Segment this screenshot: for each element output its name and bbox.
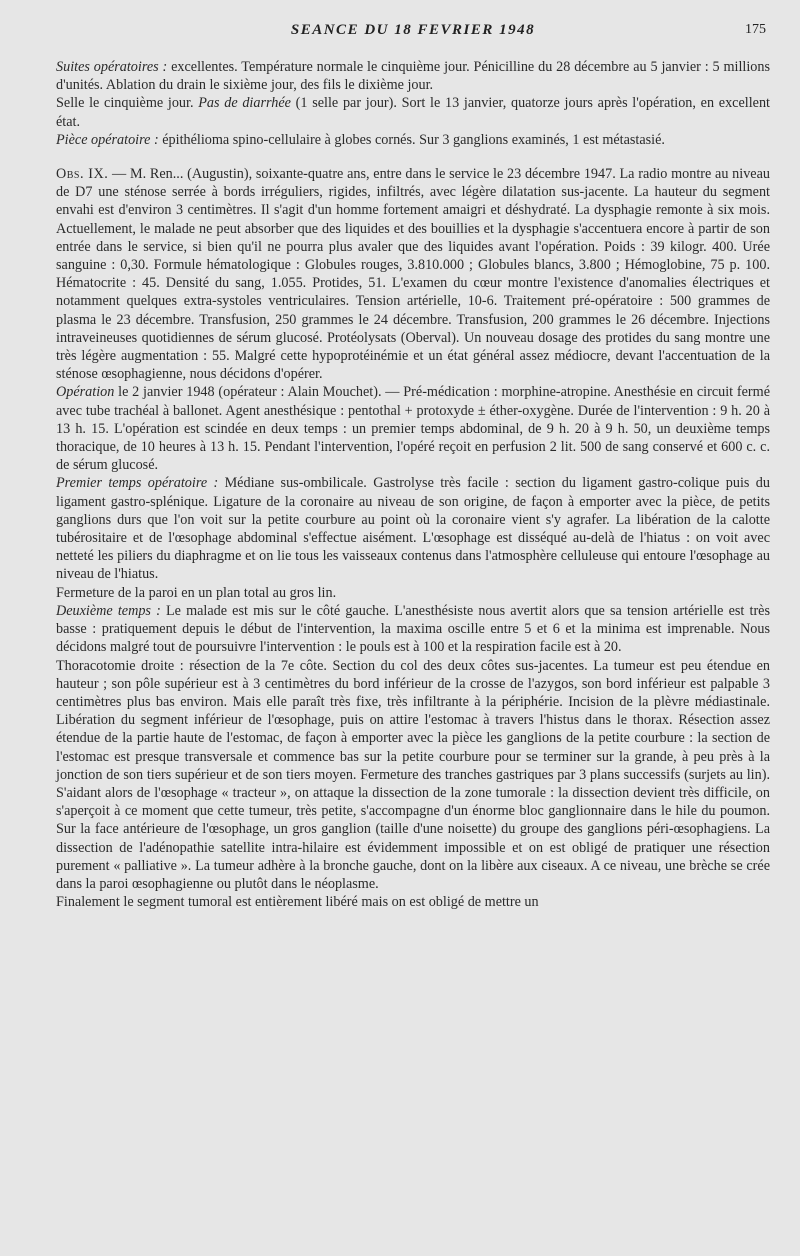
observation-label: Obs. IX. (56, 166, 109, 183)
paragraph-text: — M. Ren... (Augustin), soixante-quatre ans, entre dans le service le 23 décembre 1947. La radio montre au niveau de D7 une sténose serrée à bords irréguliers, rigides, infiltrés, avec légère dilatation sus-jacente. La hauteur du segment envahi est d'environ 3 centimètres. Il s'agit d'un homme fortement amaigri et déshydraté. La dysphagie remonte à six mois. Actuellement, le malade ne peut absorber que des liquides et des bouillies et la dysphagie s'accentuera encore à partir de son entrée dans le service, si bien qu'il ne pourra plus avaler que des liquides avant l'opération. Poids : 39 kilogr. 400. Urée sanguine : 0,30. Formule hématologique : Globules rouges, 3.810.000 ; Globules blancs, 3.800 ; Hémoglobine, 75 p. 100. Hématocrite : 45. Densité du sang, 1.055. Protides, 51. L'examen du cœur montre l'existence d'anomalies électriques et notamment quelques extra-systoles ventriculaires. Tension artérielle, 10-6. Traitement pré-opératoire : 500 grammes de plasma le 23 décembre. Transfusion, 250 grammes le 24 décembre. Transfusion, 200 grammes le 26 décembre. Injections intraveineuses quotidiennes de sérum glucosé. Protéolysats (Oberval). Un nouveau dosage des protides du sang montre une très légère augmentation : 55. Malgré cette hypoprotéinémie et un état général assez médiocre, devant l'accentuation de la sténose œsophagienne, nous décidons d'opérer. (56, 166, 770, 383)
paragraph-text-after: (1 selle par jour). Sort le 13 janvier, quatorze jours après l'opération, en excellent état. (56, 95, 770, 130)
paragraph-text: le 2 janvier 1948 (opérateur : Alain Mouchet). — Pré-médication : morphine-atropine. Anesthésie en circuit fermé avec tube trachéal à ballonet. Agent anesthésique : pentothal + protoxyde ± éther-oxygène. Durée de l'intervention : 9 h. 20 à 13 h. 15. L'opération est scindée en deux temps : un premier temps abdominal, de 9 h. 20 à 9 h. 50, un deuxième temps thoracique, de 10 heures à 13 h. 15. Pendant l'intervention, l'opéré reçoit en perfusion 2 lit. 500 de sang conservé et 600 c. c. de sérum glucosé. (56, 384, 770, 474)
paragraph-finalement (56, 893, 770, 911)
paragraph-text: Le malade est mis sur le côté gauche. L'anesthésiste nous avertit alors que sa tension artérielle est très basse : pratiquement depuis le début de l'intervention, la maxima oscille entre 5 et 6 et la minima est imprenable. Nous décidons malgré tout de poursuivre l'intervention : le pouls est à 100 et la respiration facile est à 20. (56, 602, 770, 656)
paragraph-text: Médiane sus-ombilicale. Gastrolyse très facile : section du ligament gastro-colique puis du ligament gastro-splénique. Ligature de la coronaire au niveau de son origine, de façon à emporter avec la pièce, de petits ganglions durs que l'on voit sur la petite courbure au point où la coronaire vient s'y agrafer. La libération de la calotte tubérositaire et de l'œsophage abdominal s'effectue aisément. L'œsophage est disséqué au-delà de l'hiatus : on voit avec netteté les piliers du diaphragme et on lie tous les vaisseaux contenus dans l'atmosphère celluleuse qui entoure l'œsophage au niveau de l'hiatus. (56, 475, 770, 583)
paragraph-lead: Premier temps opératoire : (56, 475, 219, 492)
article-body (56, 58, 770, 911)
running-header (56, 22, 770, 46)
paragraph-lead: Suites opératoires : (56, 59, 168, 75)
page-number: 175 (745, 22, 766, 37)
paragraph-piece (56, 131, 770, 149)
paragraph-selle (56, 94, 770, 130)
paragraph-suites (56, 58, 770, 94)
paragraph-text: Fermeture de la paroi en un plan total au gros lin. (56, 584, 337, 601)
paragraph-text: Thoracotomie droite : résection de la 7e côte. Section du col des deux côtes sus-jacentes. La tumeur est peu étendue en hauteur ; son pôle supérieur est à 3 centimètres du bord inférieur de la crosse de l'azygos, son bord inférieur est palpable 3 centimètres plus bas environ. Mais elle paraît très fixe, très infiltrante à la périphérie. Incision de la plèvre médiastinale. Libération du segment inférieur de l'œsophage, puis on attire l'estomac à travers l'histus dans le thorax. Résection assez étendue de la partie haute de l'estomac, de façon à emporter avec la pièce les ganglions de la petite courbure : la section de l'estomac est presque transversale et commence bas sur la petite courbure pour se terminer sur la grande, à peu près à la jonction de son tiers supérieur et de son tiers moyen. Fermeture des tranches gastriques par 3 plans successifs (surjets au lin). S'aidant alors de l'œsophage « tracteur », on attaque la dissection de la zone tumorale : la dissection devient très difficile, on s'aperçoit à ce moment que cette tumeur, très petite, s'accompagne d'un énorme bloc ganglionnaire dans le hile du poumon. Sur la face antérieure de l'œsophage, un gros ganglion (taille d'une noisette) du groupe des ganglions péri-œsophagiens. La dissection de l'adénopathie satellite intra-hilaire est évidemment impossible et on est obligé de pratiquer une résection purement « palliative ». La tumeur adhère à la bronche gauche, dont on la libère aux ciseaux. A ce niveau, une brèche se crée dans la paroi œsophagienne ou plutôt dans le néoplasme. (56, 657, 770, 892)
paragraph-text: excellentes. Température normale le cinquième jour. Pénicilline du 28 décembre au 5 janvier : 5 millions d'unités. Ablation du drain le sixième jour, des fils le dixième jour. (56, 59, 770, 94)
running-title: SEANCE DU 18 FEVRIER 1948 (290, 22, 536, 38)
paragraph-lead: Deuxième temps : (56, 602, 161, 619)
paragraph-operation (56, 383, 770, 474)
paragraph-deuxieme-temps (56, 602, 770, 657)
paragraph-text: Finalement le segment tumoral est entièrement libéré mais on est obligé de mettre un (56, 894, 539, 911)
paragraph-premier-temps (56, 474, 770, 583)
paragraph-thoracotomie (56, 657, 770, 894)
paragraph-text: épithélioma spino-cellulaire à globes cornés. Sur 3 ganglions examinés, 1 est métastasié. (158, 131, 665, 148)
paragraph-obs-ix (56, 165, 770, 383)
paragraph-fermeture (56, 584, 770, 602)
paragraph-lead: Pièce opératoire : (56, 131, 159, 148)
paragraph-lead: Opération (56, 384, 115, 401)
paragraph-italic: Pas de diarrhée (198, 95, 291, 112)
paragraph-text: Selle le cinquième jour. (56, 95, 199, 112)
